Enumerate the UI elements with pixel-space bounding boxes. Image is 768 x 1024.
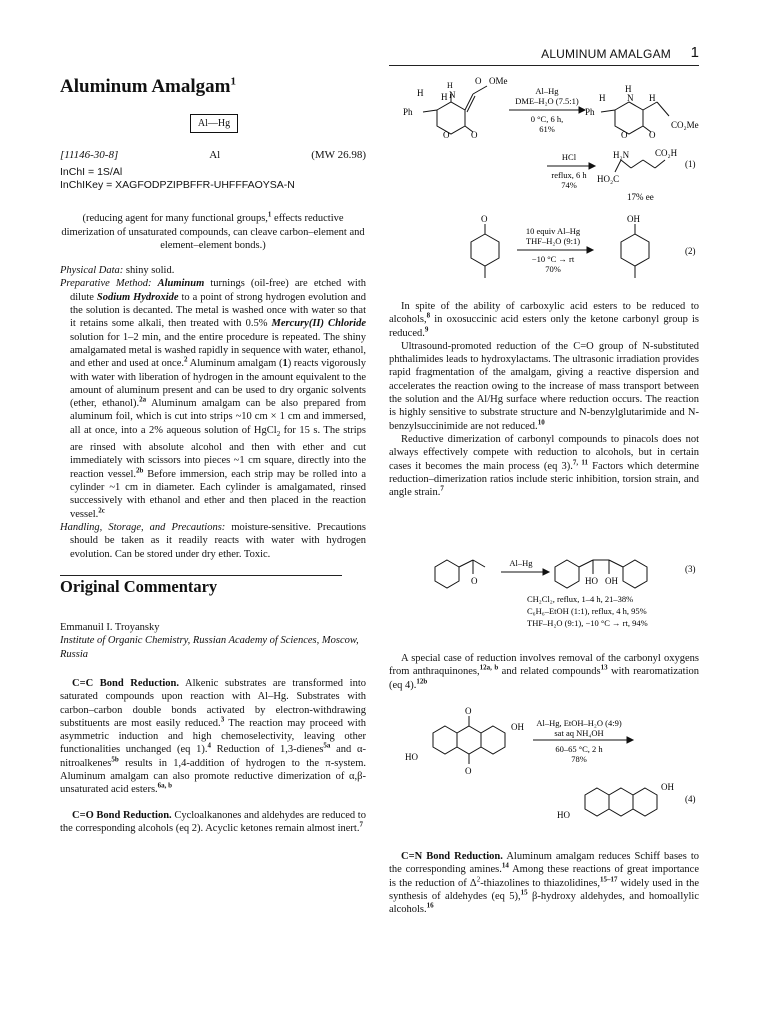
svg-text:O: O: [465, 766, 472, 776]
equation-1-scheme: [389, 72, 701, 204]
eq1-yield-2: 74%: [561, 180, 577, 190]
svg-text:OH: OH: [511, 722, 524, 732]
eq1-reagent: Al–Hg: [535, 86, 559, 96]
eq2-yield: 70%: [545, 264, 561, 274]
svg-text:O: O: [475, 76, 482, 86]
author-affiliation: Institute of Organic Chemistry, Russian Academy of Sciences, Moscow, Russia: [60, 635, 359, 660]
svg-text:O: O: [471, 130, 478, 140]
molecular-formula: Al: [209, 149, 221, 161]
co-bond-reduction: C=O Bond Reduction. Cycloalkanones and aldehydes are reduced to the corresponding alcohols (eq 2). Acyclic ketones remain almost inert.$^7$: [60, 809, 366, 834]
commentary-title: Original Commentary: [60, 576, 218, 596]
eq4-yield: 78%: [571, 754, 587, 764]
inchi: InChI = 1S/Al: [60, 166, 123, 179]
svg-text:N: N: [449, 90, 456, 100]
eq4-reagent-2: sat aq NH₄OH: [554, 728, 604, 738]
eq2-label: (2): [685, 246, 696, 256]
eq3-label: (3): [685, 564, 696, 574]
svg-text:H: H: [649, 93, 656, 103]
eq2-conditions: −10 °C → rt: [531, 254, 575, 264]
svg-text:H: H: [599, 93, 606, 103]
svg-text:OH: OH: [627, 214, 640, 224]
equation-3-scheme: [389, 548, 701, 630]
svg-text:O: O: [465, 706, 472, 716]
svg-text:HO₂C: HO₂C: [597, 174, 620, 184]
svg-text:OMe: OMe: [489, 76, 508, 86]
eq3-condition-3: THF–H₂O (9:1), −10 °C → rt, 94%: [527, 618, 648, 628]
section-rule: [60, 575, 342, 576]
eq2-solvent: THF–H₂O (9:1): [525, 236, 581, 246]
phthalimide-paragraph: Ultrasound-promoted reduction of the C=O group of N-substituted phthalimides leads to hydroxylactams. The ultrasonic irradiation provides rapid fragmentation of the amalgam, giving a reactive dispersion and accelerates the reaction owing to the increase of mass transport between the solution and the Al/Hg surface where reduction occurs. The reaction is highly sensitive to substrate structure and N-benzylglutarimide and N-benzylsuccinimide are not reduced.$^{10}$: [389, 340, 699, 432]
eq1-conditions: 0 °C, 6 h,: [530, 114, 564, 124]
svg-text:H: H: [417, 88, 424, 98]
svg-text:O: O: [649, 130, 656, 140]
entry-description: (reducing agent for many functional groups,$^1$ effects reductive dimerization of unsaturated compounds, can cleave carbon–element and element–element bonds.): [61, 210, 365, 251]
running-title: ALUMINUM AMALGAM: [541, 47, 671, 61]
equation-2-scheme: [389, 212, 701, 292]
equation-4-scheme: [389, 704, 701, 824]
pinacol-paragraph: Reductive dimerization of carbonyl compounds to pinacols does not always effectively compete with reduction to alcohols, but in certain cases it becomes the main process (eq 3).$^{7, 11}$ Factors which determine reduction–dimerization ratios include steric inhibition, torsion strain, and angle strain.$^7$: [389, 433, 699, 499]
svg-text:O: O: [471, 576, 478, 586]
eq1-label: (1): [685, 159, 696, 169]
svg-text:H₂N: H₂N: [613, 150, 630, 160]
eq3-condition-1: CH₂Cl₂, reflux, 1–4 h, 21–38%: [527, 594, 634, 604]
inchikey: InChIKey = XAGFODPZIPBFFR-UHFFFAOYSA-N: [60, 179, 295, 192]
entry-title: Aluminum Amalgam$^1$: [60, 75, 236, 97]
eq2-reagent: 10 equiv Al–Hg: [525, 226, 581, 236]
svg-text:N: N: [627, 93, 634, 103]
svg-text:H: H: [447, 81, 453, 90]
cn-bond-reduction: C=N Bond Reduction. Aluminum amalgam reduces Schiff bases to the corresponding amines.$^{14}$ Among these reactions of great importance is the reduction of $\Delta^2$-thiazolines to thiazolidines,$^{15-17}$ widely used in the synthesis of aldehydes (eq 5),$^{15}$ β-hydroxy aldehydes, and homoallylic alcohols.$^{16}$: [389, 851, 699, 916]
page-number: 1: [690, 44, 699, 61]
svg-text:O: O: [481, 214, 488, 224]
eq3-reagent: Al–Hg: [509, 558, 533, 568]
structure-box: Al—Hg: [190, 114, 238, 133]
svg-text:H: H: [625, 84, 632, 94]
svg-text:O: O: [621, 130, 628, 140]
right-column: [389, 300, 699, 499]
cc-bond-reduction: C=C Bond Reduction. Alkenic substrates are transformed into saturated compounds upon reaction with Al–Hg. Substrates with carbon–carbon double bonds activated by electron-withdrawing substituents are most easily reduced.$^3$ The reaction may proceed with asymmetric induction and high chemoselectivity, leaving other functionalities unchanged (eq 1).$^4$ Reduction of 1,3-dienes$^{5a}$ and α-nitroalkenes$^{5b}$ results in 1,4-addition of hydrogen to the π-system. Aluminum amalgam can also promote reductive dimerization of α,β-unsaturated acid esters.$^{6a, b}$: [60, 678, 367, 796]
eq1-conditions-2: reflux, 6 h: [551, 170, 587, 180]
svg-text:HO: HO: [585, 576, 598, 586]
running-head: [389, 44, 699, 66]
svg-text:Ph: Ph: [403, 107, 413, 117]
svg-text:HO: HO: [405, 752, 418, 762]
svg-text:Ph: Ph: [585, 107, 595, 117]
eq1-ee: 17% ee: [627, 192, 654, 202]
svg-text:CO₂Me: CO₂Me: [671, 120, 699, 130]
anthraquinone-paragraph: A special case of reduction involves removal of the carbonyl oxygens from anthraquinones,$^{12a, b}$ and related compounds$^{13}$ with rearomatization (eq 4).$^{12b}$: [389, 653, 699, 691]
eq4-label: (4): [685, 794, 696, 804]
right-column-3: [389, 850, 699, 916]
eq1-reagent-2: HCl: [561, 152, 577, 162]
molecular-weight: (MW 26.98): [311, 149, 366, 161]
eq4-reagent: Al–Hg, EtOH–H₂O (4:9): [536, 718, 622, 728]
eq4-conditions: 60–65 °C, 2 h: [555, 744, 603, 754]
svg-text:OH: OH: [605, 576, 618, 586]
cas-number: [11146-30-8]: [60, 149, 119, 161]
handling-storage: Handling, Storage, and Precautions: moisture-sensitive. Precautions should be taken as it readily reacts with water with hydrogen evolution. Can be stored under dry ether. Toxic.: [60, 521, 366, 560]
eq1-yield: 61%: [539, 124, 555, 134]
svg-text:CO₂H: CO₂H: [655, 148, 678, 158]
eq3-condition-2: C₆H₆–EtOH (1:1), reflux, 4 h, 95%: [527, 606, 647, 616]
right-column-2: [389, 652, 699, 692]
left-column: [60, 76, 366, 835]
svg-text:O: O: [443, 130, 450, 140]
author-name: Emmanuil I. Troyansky: [60, 622, 160, 634]
physical-data: Physical Data: shiny solid.: [60, 265, 175, 277]
preparative-method: Preparative Method: Aluminum turnings (oil-free) are etched with dilute Sodium Hydroxide to a point of strong hydrogen evolution and the solution is decanted. The metal is washed once with water so that it retains some alkali, then treated with 0.5% Mercury(II) Chloride solution for 1–2 min, and the entire procedure is repeated. The shiny amalgamated metal is washed rapidly in sequence with water, ethanol, and ether and used at once.$^2$ Aluminum amalgam (1) reacts vigorously with water with liberation of hydrogen in the amount equivalent to the amount of aluminum present and can be used to dry organic solvents (ether, ethanol).$^{2a}$ Aluminum amalgam can be also prepared from aluminum foil, which is cut into strips ~10 cm × 1 cm and immersed, all at once, into a 2% aqueous solution of HgCl$_2$ for 15 s. The strips are rinsed with absolute alcohol and then with ether and cut immediately with scissors into pieces ~1 cm square, directly into the reaction vessel.$^{2b}$ Before immersion, each strip may be rolled into a cylinder ~1 cm in diameter. Each cylinder is amalgamated, rinsed successively with ethanol and ether and then placed in the reaction vessel.$^{2c}$: [60, 278, 367, 520]
svg-text:OH: OH: [661, 782, 674, 792]
identifier-row: [60, 149, 366, 162]
svg-text:H: H: [441, 92, 448, 102]
svg-text:HO: HO: [557, 810, 570, 820]
eq1-solvent: DME–H₂O (7.5:1): [515, 96, 579, 106]
ester-reduction-paragraph: In spite of the ability of carboxylic acid esters to be reduced to alcohols,$^8$ in oxosuccinic acid esters only the ketone carbonyl group is reduced.$^9$: [389, 301, 699, 339]
